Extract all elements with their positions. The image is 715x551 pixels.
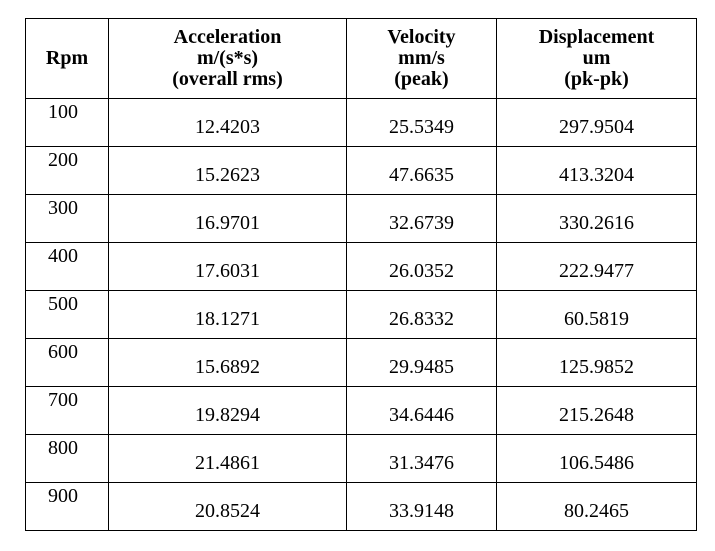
header-displacement-title: Displacement: [538, 26, 655, 48]
displacement-cell: 222.9477: [497, 243, 697, 291]
displacement-cell: 215.2648: [497, 387, 697, 435]
header-displacement-unit: um: [582, 47, 611, 69]
header-velocity-unit: mm/s: [398, 47, 445, 69]
displacement-cell: 80.2465: [497, 483, 697, 531]
acceleration-cell: 19.8294: [109, 387, 347, 435]
header-acceleration-title: Acceleration: [173, 26, 282, 48]
table-row: [26, 339, 697, 387]
rpm-cell: 100: [26, 99, 109, 147]
velocity-cell: 34.6446: [347, 387, 497, 435]
acceleration-cell: 15.2623: [109, 147, 347, 195]
header-acceleration: [109, 19, 347, 99]
displacement-cell: 60.5819: [497, 291, 697, 339]
rpm-cell: 800: [26, 435, 109, 483]
table-row: [26, 435, 697, 483]
table-row: [26, 387, 697, 435]
table-header: [26, 19, 697, 99]
header-acceleration-unit: m/(s*s): [196, 47, 259, 69]
header-velocity-qualifier: (peak): [394, 68, 449, 90]
rpm-cell: 300: [26, 195, 109, 243]
acceleration-cell: 21.4861: [109, 435, 347, 483]
header-displacement: [497, 19, 697, 99]
table-row: [26, 195, 697, 243]
header-displacement-qualifier: (pk-pk): [564, 68, 629, 90]
velocity-cell: 26.8332: [347, 291, 497, 339]
rpm-cell: 900: [26, 483, 109, 531]
velocity-cell: 32.6739: [347, 195, 497, 243]
acceleration-cell: 17.6031: [109, 243, 347, 291]
velocity-cell: 25.5349: [347, 99, 497, 147]
header-row: [26, 19, 697, 99]
displacement-cell: 297.9504: [497, 99, 697, 147]
header-acceleration-qualifier: (overall rms): [172, 68, 283, 90]
displacement-cell: 413.3204: [497, 147, 697, 195]
header-velocity: [347, 19, 497, 99]
header-velocity-title: Velocity: [387, 26, 456, 48]
velocity-cell: 29.9485: [347, 339, 497, 387]
rpm-cell: 400: [26, 243, 109, 291]
table-row: [26, 483, 697, 531]
acceleration-cell: 16.9701: [109, 195, 347, 243]
acceleration-cell: 18.1271: [109, 291, 347, 339]
rpm-cell: 600: [26, 339, 109, 387]
acceleration-cell: 12.4203: [109, 99, 347, 147]
displacement-cell: 330.2616: [497, 195, 697, 243]
table-row: [26, 243, 697, 291]
header-rpm-line: Rpm: [45, 47, 89, 69]
velocity-cell: 33.9148: [347, 483, 497, 531]
velocity-cell: 26.0352: [347, 243, 497, 291]
rpm-cell: 500: [26, 291, 109, 339]
table-row: [26, 147, 697, 195]
table-row: [26, 291, 697, 339]
rpm-cell: 700: [26, 387, 109, 435]
velocity-cell: 31.3476: [347, 435, 497, 483]
table-row: [26, 99, 697, 147]
displacement-cell: 106.5486: [497, 435, 697, 483]
acceleration-cell: 15.6892: [109, 339, 347, 387]
acceleration-cell: 20.8524: [109, 483, 347, 531]
velocity-cell: 47.6635: [347, 147, 497, 195]
table-body: [26, 99, 697, 531]
vibration-data-table: [25, 18, 697, 531]
rpm-cell: 200: [26, 147, 109, 195]
displacement-cell: 125.9852: [497, 339, 697, 387]
header-rpm: [26, 19, 109, 99]
